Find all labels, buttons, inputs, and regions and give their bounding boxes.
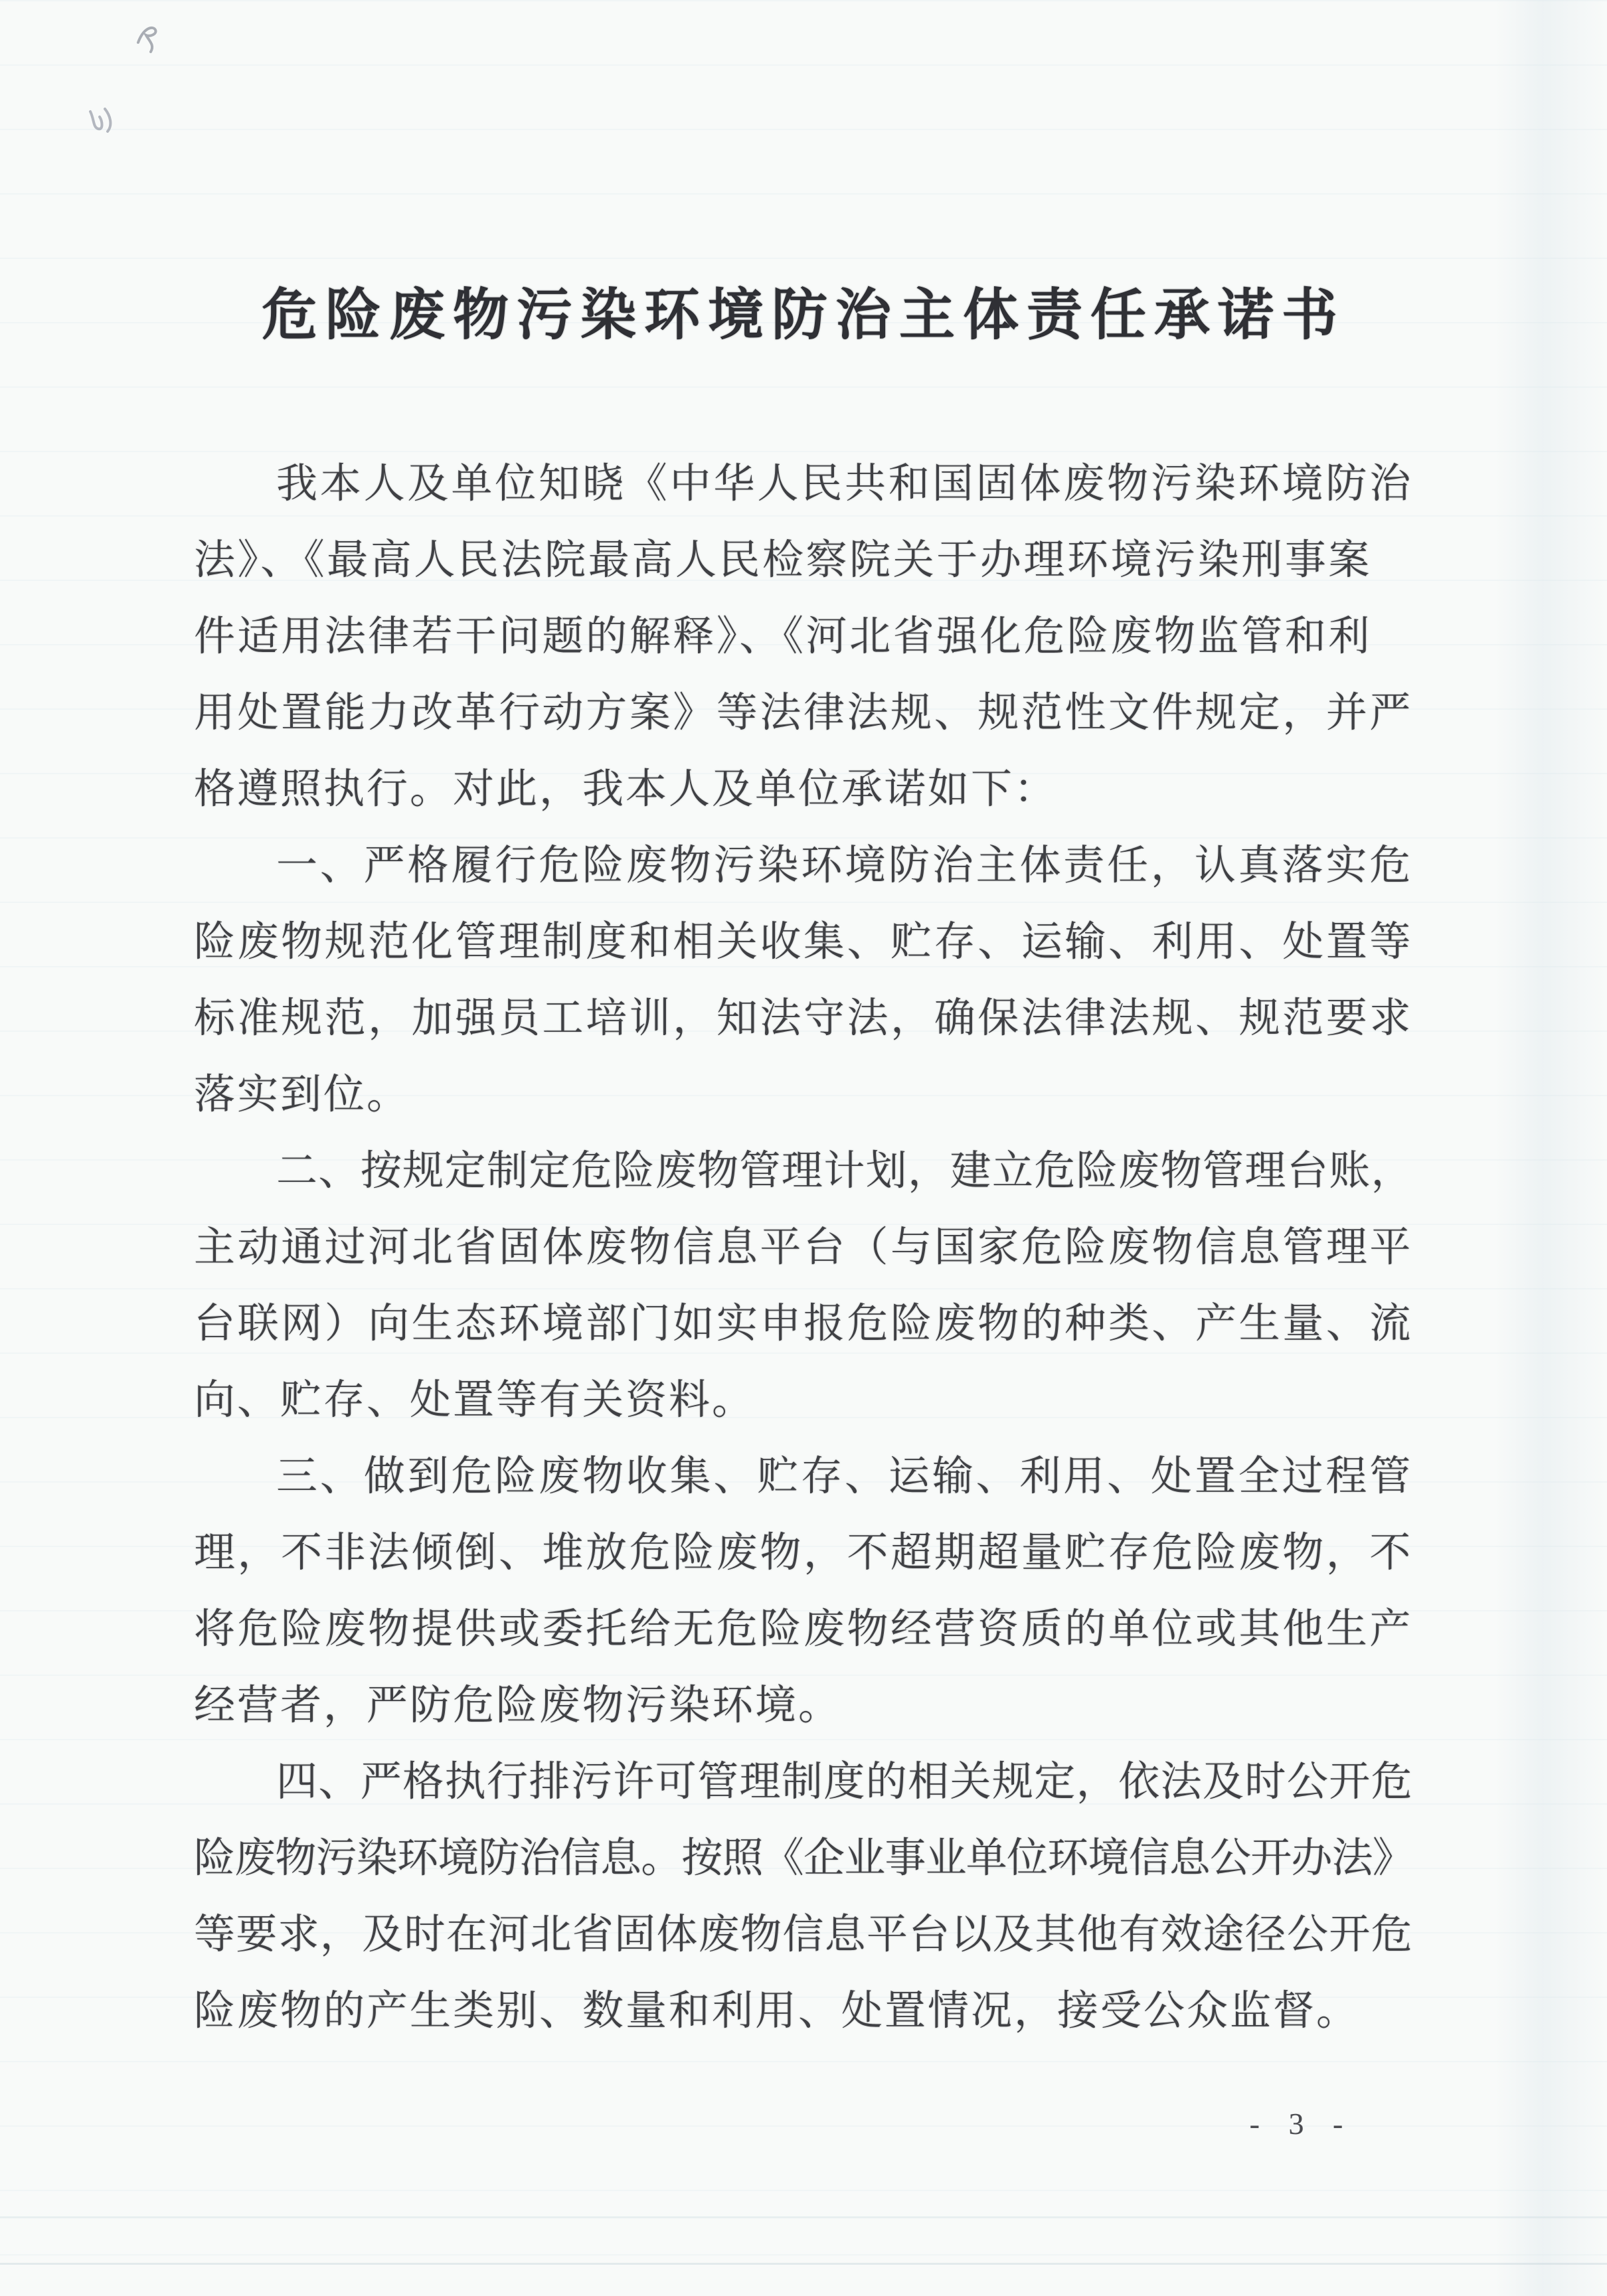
body-text-line: 等要求，及时在河北省固体废物信息平台以及其他有效途径公开危 (194, 1912, 1413, 1957)
body-text-line: 法》、《最高人民法院最高人民检察院关于办理环境污染刑事案 (194, 538, 1372, 583)
body-text-line: 险废物规范化管理制度和相关收集、贮存、运输、利用、处置等 (194, 920, 1413, 965)
body-text-line: 件适用法律若干问题的解释》、《河北省强化危险废物监管和利 (194, 614, 1372, 659)
body-text-line: 理，不非法倾倒、堆放危险废物，不超期超量贮存危险废物，不 (194, 1530, 1413, 1576)
page-number: - 3 - (1249, 2107, 1354, 2141)
body-text-line: 险废物的产生类别、数量和利用、处置情况，接受公众监督。 (194, 1989, 1360, 2034)
body-text-line: 标准规范，加强员工培训，知法守法，确保法律法规、规范要求 (194, 996, 1413, 1041)
scan-streak-line (0, 2263, 1607, 2265)
body-text-line: 我本人及单位知晓《中华人民共和国固体废物污染环境防治 (276, 461, 1414, 507)
body-text-line: 台联网）向生态环境部门如实申报危险废物的种类、产生量、流 (194, 1301, 1413, 1347)
body-text-line: 主动通过河北省固体废物信息平台（与国家危险废物信息管理平 (194, 1225, 1413, 1270)
body-text-line: 二、按规定制定危险废物管理计划，建立危险废物管理台账， (276, 1149, 1414, 1194)
scan-streak-line (0, 2216, 1607, 2218)
body-text-line: 落实到位。 (194, 1072, 410, 1117)
body-text-line: 四、严格执行排污许可管理制度的相关规定，依法及时公开危 (276, 1760, 1414, 1805)
body-text-line: 用处置能力改革行动方案》等法律法规、规范性文件规定，并严 (194, 691, 1413, 736)
document-body (194, 446, 1413, 2050)
body-text-line: 一、严格履行危险废物污染环境防治主体责任，认真落实危 (276, 843, 1414, 888)
document-title: 危险废物污染环境防治主体责任承诺书 (261, 285, 1345, 347)
body-text-line: 向、贮存、处置等有关资料。 (194, 1378, 756, 1423)
body-text-line: 三、做到危险废物收集、贮存、运输、利用、处置全过程管 (276, 1454, 1414, 1499)
body-text-line: 险废物污染环境防治信息。按照《企业事业单位环境信息公开办法》 (194, 1836, 1414, 1881)
ink-smudge (130, 20, 163, 57)
body-text-line: 格遵照执行。对此，我本人及单位承诺如下： (194, 767, 1058, 812)
ink-smudge (84, 100, 121, 138)
body-text-line: 经营者，严防危险废物污染环境。 (194, 1683, 842, 1728)
body-text-line: 将危险废物提供或委托给无危险废物经营资质的单位或其他生产 (194, 1607, 1413, 1652)
